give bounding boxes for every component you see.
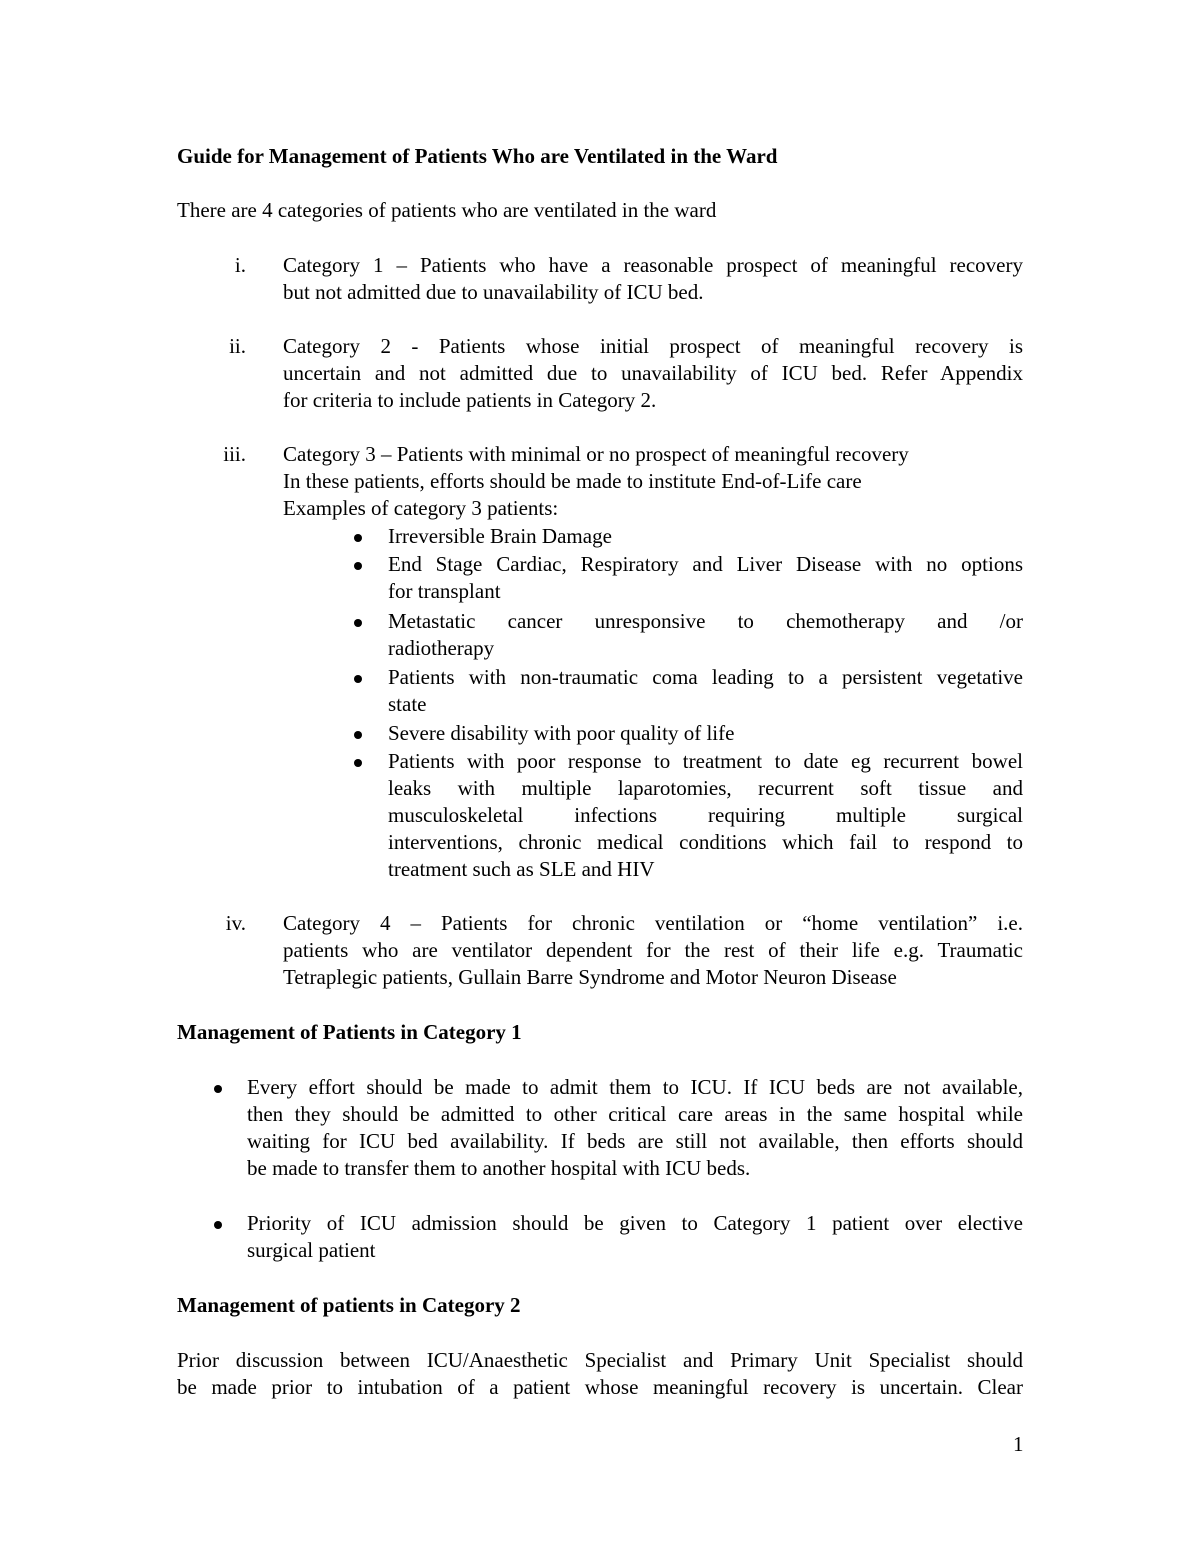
bullet-icon [354, 534, 362, 542]
list-numeral: iv. [225, 911, 246, 935]
section1-bullet-line: surgical patient [247, 1238, 376, 1262]
section1-bullet-line: waiting for ICU bed availability. If beds are still not available, then efforts should [247, 1129, 1023, 1153]
category-2-line: for criteria to include patients in Category 2. [283, 388, 657, 412]
section1-bullet-line: Priority of ICU admission should be given to Category 1 patient over elective [247, 1211, 1023, 1235]
category-4-line: Tetraplegic patients, Gullain Barre Syndrome and Motor Neuron Disease [283, 965, 897, 989]
category-2-line: Category 2 - Patients whose initial prospect of meaningful recovery is [283, 334, 1023, 358]
example-item: Patients with poor response to treatment to date eg recurrent bowel [388, 749, 1023, 773]
list-numeral: iii. [223, 442, 246, 466]
example-item: radiotherapy [388, 636, 495, 660]
document-title: Guide for Management of Patients Who are Ventilated in the Ward [177, 144, 778, 168]
bullet-icon [214, 1085, 222, 1093]
example-item: musculoskeletal infections requiring multiple surgical [388, 803, 1023, 827]
section2-paragraph-line: be made prior to intubation of a patient whose meaningful recovery is uncertain. Clear [177, 1375, 1023, 1399]
bullet-icon [354, 562, 362, 570]
section1-bullet-line: Every effort should be made to admit them to ICU. If ICU beds are not available, [247, 1075, 1023, 1099]
example-item: Severe disability with poor quality of life [388, 721, 735, 745]
example-item: leaks with multiple laparotomies, recurrent soft tissue and [388, 776, 1023, 800]
section1-bullet-line: be made to transfer them to another hospital with ICU beds. [247, 1156, 751, 1180]
bullet-icon [354, 619, 362, 627]
list-numeral: i. [234, 253, 246, 277]
category-3-line: Examples of category 3 patients: [283, 496, 559, 520]
example-item: Patients with non-traumatic coma leading to a persistent vegetative [388, 665, 1023, 689]
example-item: for transplant [388, 579, 501, 603]
example-item: Irreversible Brain Damage [388, 524, 612, 548]
section2-paragraph-line: Prior discussion between ICU/Anaesthetic Specialist and Primary Unit Specialist should [177, 1348, 1023, 1372]
bullet-icon [214, 1221, 222, 1229]
section1-bullet-line: then they should be admitted to other critical care areas in the same hospital while [247, 1102, 1023, 1126]
section-heading: Management of patients in Category 2 [177, 1293, 521, 1317]
page-number: 1 [1013, 1432, 1024, 1456]
example-item: treatment such as SLE and HIV [388, 857, 655, 881]
list-numeral: ii. [229, 334, 246, 358]
intro-paragraph: There are 4 categories of patients who are ventilated in the ward [177, 198, 717, 222]
category-1-line: Category 1 – Patients who have a reasonable prospect of meaningful recovery [283, 253, 1023, 277]
category-4-line: Category 4 – Patients for chronic ventilation or “home ventilation” i.e. [283, 911, 1023, 935]
category-3-line: In these patients, efforts should be made to institute End-of-Life care [283, 469, 862, 493]
bullet-icon [354, 731, 362, 739]
section-heading: Management of Patients in Category 1 [177, 1020, 522, 1044]
bullet-icon [354, 675, 362, 683]
example-item: state [388, 692, 427, 716]
category-1-line: but not admitted due to unavailability of ICU bed. [283, 280, 704, 304]
example-item: Metastatic cancer unresponsive to chemotherapy and /or [388, 609, 1023, 633]
category-2-line: uncertain and not admitted due to unavailability of ICU bed. Refer Appendix [283, 361, 1023, 385]
example-item: interventions, chronic medical conditions which fail to respond to [388, 830, 1023, 854]
example-item: End Stage Cardiac, Respiratory and Liver Disease with no options [388, 552, 1023, 576]
category-4-line: patients who are ventilator dependent for the rest of their life e.g. Traumatic [283, 938, 1023, 962]
category-3-line: Category 3 – Patients with minimal or no prospect of meaningful recovery [283, 442, 909, 466]
bullet-icon [354, 759, 362, 767]
